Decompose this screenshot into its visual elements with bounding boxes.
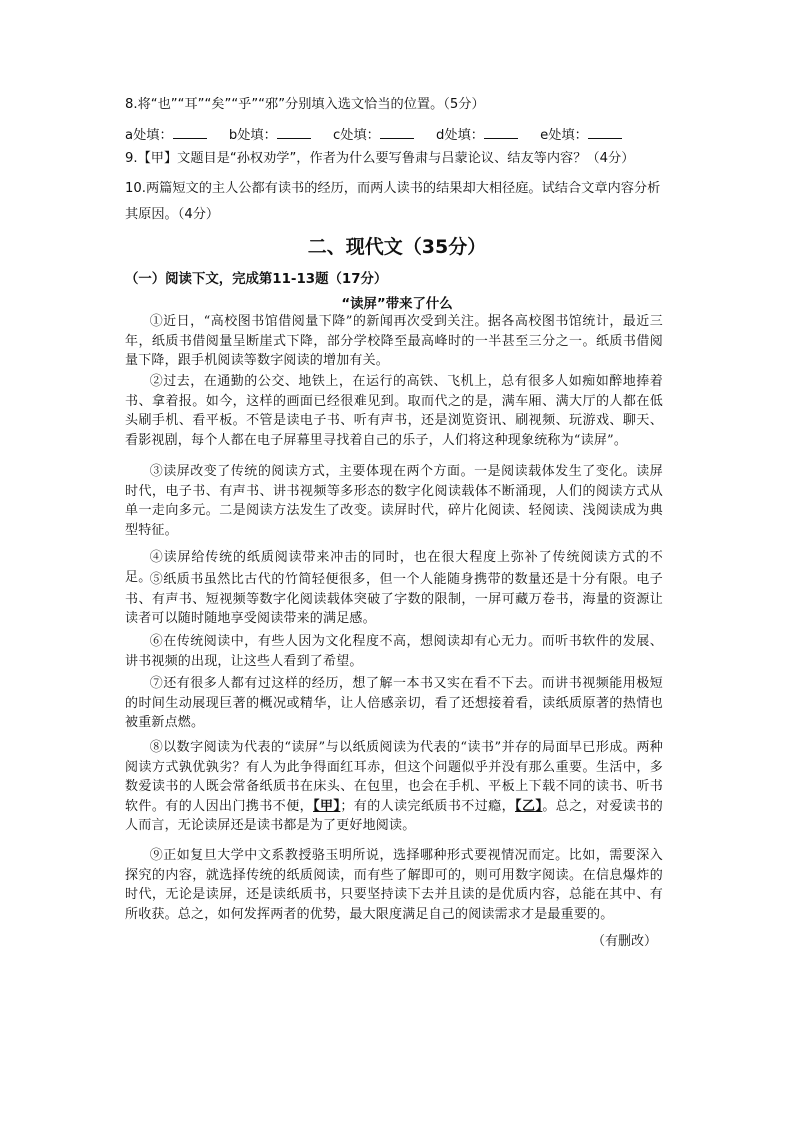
fill-b (229, 124, 311, 143)
paragraph-1: ①近日，“高校图书馆借阅量下降”的新闻再次受到关注。据各高校图书馆统计，最近三年，纸质书借阅量呈断崖式下降，部分学校降至最高峰时的一半甚至三分之一。纸质书借阅量下降，跟手机阅读等数字阅读的增加有关。 (125, 314, 663, 369)
answer-blank[interactable] (277, 126, 311, 139)
answer-blank[interactable] (173, 126, 207, 139)
paragraph-9: ⑨正如复旦大学中文系教授骆玉明所说，选择哪种形式要视情况而定。比如，需要深入探究的内容，就选择传统的纸质阅读，而有些了解即可的，则可用数字阅读。在信息爆炸的时代，无论是读屏，还是读纸质书，只要坚持读下去并且读的是优质内容，总能在其中、有所收获。总之，如何发挥两者的优势，最大限度满足自己的阅读需求才是最重要的。 (125, 848, 663, 922)
article-title: “读屏”带来了什么 (341, 297, 453, 312)
paragraph-2: ②过去，在通勤的公交、地铁上，在运行的高铁、飞机上，总有很多人如痴如醉地捧着书、拿着报。如今，这样的画面已经很难见到。取而代之的是，满车厢、满大厅的人都在低头刷手机、看平板。不管是读电子书、听有声书，还是浏览资讯、刷视频、玩游戏、聊天、看影视剧，每个人都在电子屏幕里寻找着自己的乐子，人们将这种现象统称为“读屏”。 (125, 374, 663, 448)
paragraph-8 (125, 738, 663, 836)
question-9: 9.【甲】文题目是“孙权劝学”，作者为什么要写鲁肃与吕蒙论议、结友等内容？（4分） (125, 151, 635, 166)
fill-label: e处填： (540, 128, 588, 143)
fill-label: c处填： (333, 128, 380, 143)
paragraph-5: ⑤纸质书虽然比古代的竹简轻便很多，但一个人能随身携带的数量还是十分有限。电子书、有声书、短视频等数字化阅读载体突破了字数的限制，一屏可藏万卷书，海量的资源让读者可以随时随地享受阅读带来的满足感。 (125, 572, 663, 627)
fill-e (540, 124, 622, 143)
fill-d (436, 124, 518, 143)
fill-c (333, 124, 414, 143)
answer-blank[interactable] (380, 126, 414, 139)
question-10: 10.两篇短文的主人公都有读书的经历，而两人读书的结果却大相径庭。试结合文章内容分析其原因。（4分） (125, 181, 661, 222)
paragraph-8-part-2: ；有的人读完纸质书不过瘾， (340, 798, 516, 814)
fill-blanks-row (125, 124, 640, 143)
paragraph-3: ③读屏改变了传统的阅读方式，主要体现在两个方面。一是阅读载体发生了变化。读屏时代，电子书、有声书、讲书视频等多形态的数字化阅读载体不断涌现，人们的阅读方式从单一走向多元。二是阅读方法发生了改变。读屏时代，碎片化阅读、轻阅读、浅阅读成为典型特征。 (125, 464, 663, 538)
answer-blank[interactable] (484, 126, 518, 139)
source-note: （有删改） (591, 934, 657, 949)
section-subtitle: （一）阅读下文，完成第11-13题（17分） (125, 272, 388, 287)
fill-label: d处填： (436, 128, 484, 143)
paragraph-6: ⑥在传统阅读中，有些人因为文化程度不高，想阅读却有心无力。而听书软件的发展、讲书视频的出现，让这些人看到了希望。 (125, 634, 663, 669)
answer-blank[interactable] (588, 126, 622, 139)
blank-marker-jia: 【甲】 (313, 798, 341, 814)
paragraph-8-part-1: ⑧以数字阅读为代表的“读屏”与以纸质阅读为代表的“读书”并存的局面早已形成。两种阅读方式孰优孰劣？有人为此争得面红耳赤，但这个问题似乎并没有那么重要。生活中，多数爱读书的人既会常备纸质书在床头、在包里，也会在手机、平板上下载不同的读书、听书软件。有的人因出门携书不便， (125, 740, 663, 814)
blank-marker-yi: 【乙】 (515, 798, 543, 814)
paragraph-8-part-3: 。总之，对爱读书的人而言，无论读屏还是读书都是为了更好地阅读。 (125, 798, 663, 834)
paragraph-7: ⑦还有很多人都有过这样的经历，想了解一本书又实在看不下去。而讲书视频能用极短的时间生动展现巨著的概况或精华，让人倍感亲切，看了还想接着看，读纸质原著的热情也被重新点燃。 (125, 676, 663, 731)
fill-label: b处填： (228, 128, 277, 143)
fill-label: a处填： (125, 128, 173, 143)
fill-a (125, 124, 207, 143)
section-title: 二、现代文（35分） (307, 236, 487, 258)
question-8: 8.将“也”“耳”“矣”“乎”“邪”分别填入选文恰当的位置。（5分） (125, 97, 485, 112)
paragraph-4: ④读屏给传统的纸质阅读带来冲击的同时，也在很大程度上弥补了传统阅读方式的不足。 (125, 550, 663, 585)
